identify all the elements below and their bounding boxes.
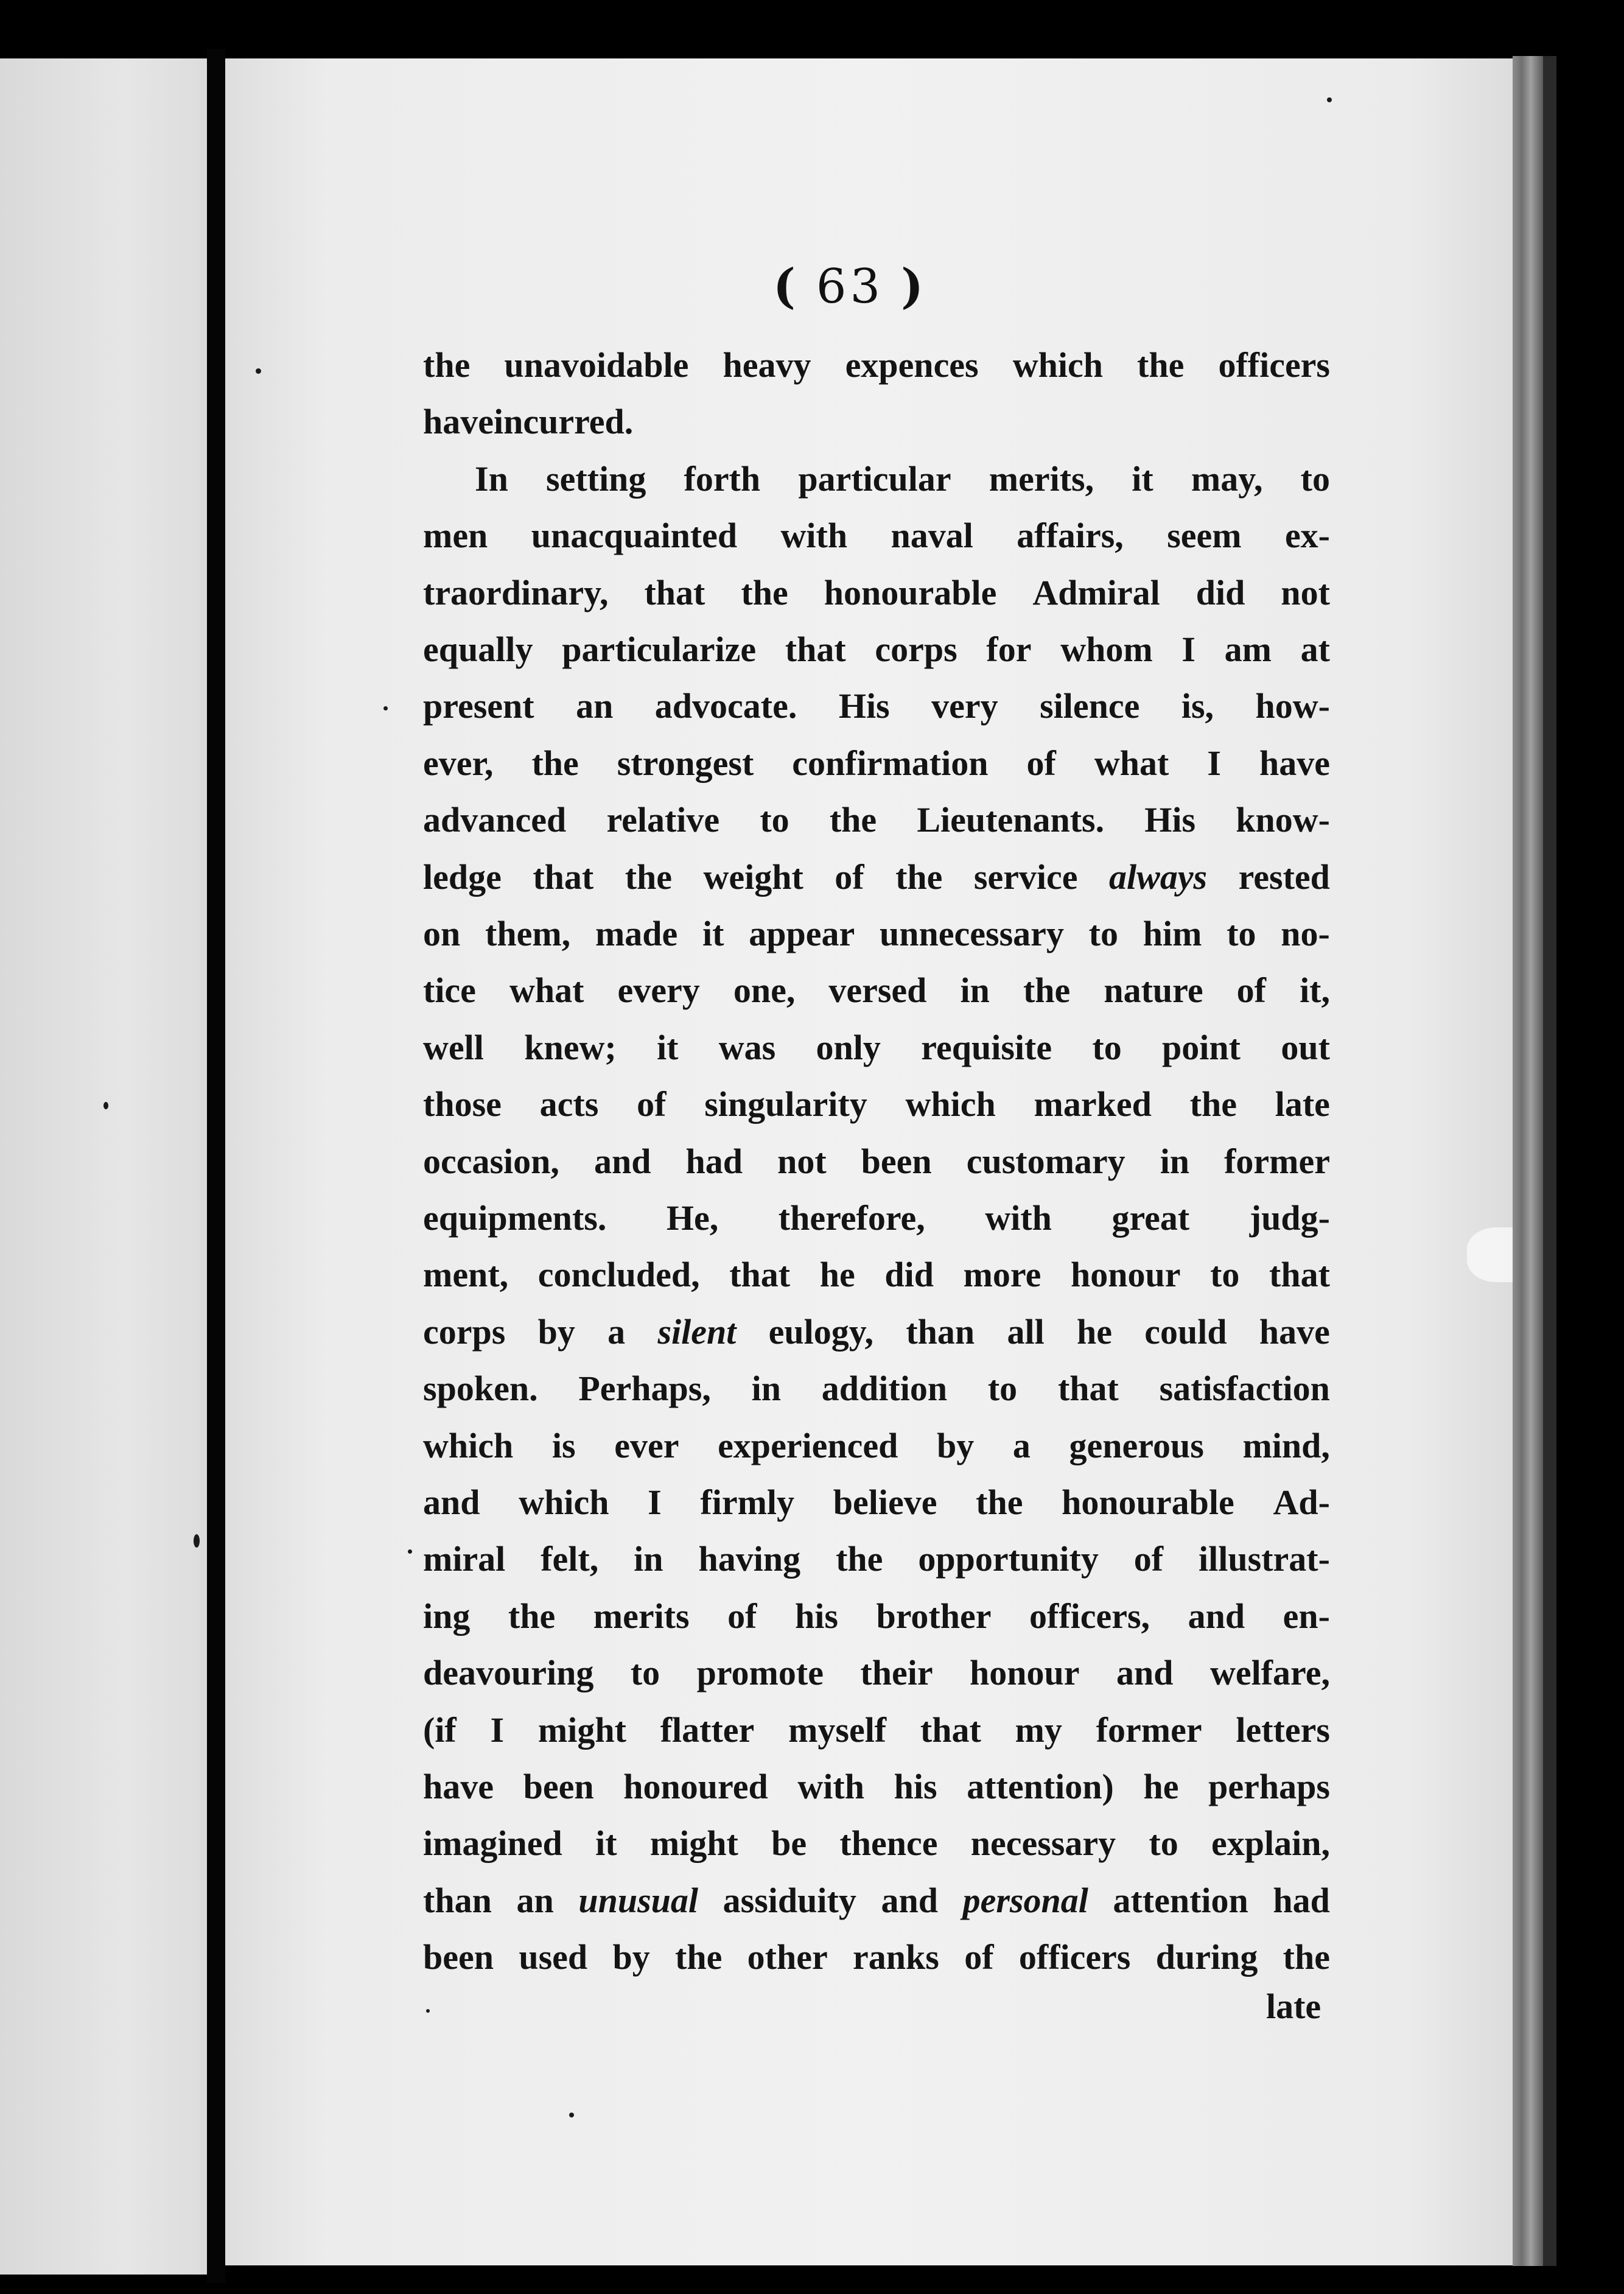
text-line [423,1305,1330,1359]
text-word: them, [485,914,571,953]
text-word: to [630,1653,660,1692]
text-word: with [780,516,848,555]
text-word: unnecessary [880,914,1064,953]
text-word: could [1144,1312,1227,1352]
ink-speck [383,706,388,710]
text-word: myself [788,1710,887,1750]
text-word: of [1236,970,1266,1010]
text-word: great [1111,1198,1190,1238]
text-word: setting [546,459,646,499]
text-word: (if [423,1710,457,1750]
book-gutter [207,49,225,2283]
text-word: to [760,800,789,840]
page-number-open-paren: ( [773,259,799,314]
page-number [773,259,927,314]
text-word: traordinary, [423,573,609,612]
text-word: it [656,1028,679,1067]
text-word: unacquainted [531,516,738,555]
text-word: experienced [718,1426,898,1465]
text-word: weight [703,857,803,897]
text-line [423,1589,1330,1644]
text-word: on [423,914,461,953]
text-word: felt, [541,1539,599,1579]
text-word: former [1224,1142,1330,1181]
text-word: and [1116,1653,1174,1692]
text-word: unusual [578,1881,699,1920]
text-word: that [1057,1369,1119,1408]
text-word: how- [1255,686,1330,726]
text-word: appear [749,914,855,953]
text-word: is, [1181,686,1214,726]
text-word: and [881,1881,938,1920]
text-word: had [685,1142,743,1181]
text-word: not [1281,573,1330,612]
text-word: that [785,630,846,669]
text-word: concluded, [537,1255,700,1294]
text-word: of [727,1596,757,1636]
text-line [423,1020,1330,1075]
text-word: his [794,1596,838,1636]
text-word: eulogy, [768,1312,874,1352]
text-word: by [937,1426,975,1465]
text-word: deavouring [423,1653,594,1692]
text-word: tice [423,970,476,1010]
text-line [423,1191,1330,1246]
text-word: satisfaction [1159,1369,1330,1408]
text-word: letters [1236,1710,1330,1750]
text-word: of [1026,743,1056,783]
text-word: Lieutenants. [917,800,1105,840]
ink-speck [1327,97,1332,102]
text-word: assiduity [723,1881,856,1920]
text-word: generous [1069,1426,1204,1465]
text-line [423,1475,1330,1530]
text-word: officers, [1029,1596,1150,1636]
text-word: only [816,1028,881,1067]
text-word: firmly [700,1482,795,1522]
text-word: He, [666,1198,719,1238]
text-word: of [835,857,864,897]
text-word: addition [821,1369,948,1408]
text-line [423,850,1330,905]
text-word: am [1224,630,1272,669]
text-word: ever [614,1426,679,1465]
text-word: of [964,1937,994,1977]
text-word: my [1015,1710,1062,1750]
text-line [423,1759,1330,1814]
text-line [423,1646,1330,1700]
text-word: unavoidable [504,345,689,385]
text-word: those [423,1084,502,1124]
text-word: equipments. [423,1198,607,1238]
text-line [423,1361,1330,1416]
text-word: honourable [1062,1482,1234,1522]
text-word: point [1162,1028,1241,1067]
text-word: no- [1281,914,1330,953]
text-word: a [607,1312,626,1352]
text-line [423,1816,1330,1871]
text-word: him [1143,914,1202,953]
text-word: advanced [423,800,567,840]
text-word: had [1273,1881,1330,1920]
text-word: more [963,1255,1041,1294]
text-line [423,907,1330,961]
text-word: ex- [1284,516,1330,555]
text-word: men [423,516,488,555]
text-word: the [625,857,673,897]
text-word: always [1109,857,1208,897]
text-word: versed [828,970,927,1010]
text-word: an [576,686,614,726]
text-word: that [920,1710,981,1750]
text-line [423,338,1330,393]
text-word: the [423,345,471,385]
text-line [423,566,1330,620]
text-word: customary [966,1142,1125,1181]
text-word: therefore, [778,1198,925,1238]
page-number-value: 63 [816,259,884,314]
text-word: advocate. [654,686,797,726]
text-word: incurred. [494,402,634,441]
text-word: I [490,1710,505,1750]
text-word: by [612,1937,650,1977]
text-word: ledge [423,857,502,897]
text-line [423,1873,1330,1928]
text-word: the [1023,970,1071,1010]
text-word: present [423,686,534,726]
text-word: Ad- [1273,1482,1330,1522]
text-word: the [895,857,943,897]
text-word: corps [875,630,957,669]
text-word: his [894,1767,937,1806]
text-word: might [537,1710,626,1750]
text-line [423,736,1330,791]
text-word: whom [1060,630,1153,669]
text-word: every [617,970,700,1010]
text-word: the [741,573,788,612]
text-word: occasion, [423,1142,559,1181]
text-word: did [1195,573,1245,612]
text-word: In [475,459,508,499]
text-word: their [860,1653,933,1692]
text-word: judg- [1249,1198,1330,1238]
text-word: His [1144,800,1196,840]
text-word: than [906,1312,975,1352]
text-line [423,395,633,449]
catchword: late [1266,1987,1321,2026]
text-word: and [593,1142,651,1181]
text-word: the [531,743,579,783]
text-word: know- [1236,800,1330,840]
text-word: welfare, [1209,1653,1330,1692]
ink-speck [426,2009,430,2013]
text-word: than [423,1881,492,1920]
text-word: nature [1104,970,1203,1010]
text-word: rested [1238,857,1330,897]
text-word: honour [1070,1255,1181,1294]
text-word: for [986,630,1032,669]
text-word: it [595,1823,617,1863]
text-word: particular [798,459,951,499]
text-word: it, [1300,970,1330,1010]
text-word: which [423,1426,514,1465]
page-number-close-paren: ) [901,259,928,314]
text-word: the [1283,1937,1330,1977]
text-word: other [747,1937,828,1977]
text-word: the [1137,345,1185,385]
text-word: made [595,914,678,953]
text-word: having [698,1539,801,1579]
text-word: the [976,1482,1023,1522]
text-word: be [771,1823,807,1863]
text-word: which [1012,345,1103,385]
text-word: former [1096,1710,1202,1750]
text-word: well [423,1028,484,1067]
text-word: the [836,1539,883,1579]
text-word: by [537,1312,575,1352]
text-word: thence [839,1823,938,1863]
text-word: that [533,857,594,897]
text-word: the [675,1937,723,1977]
text-word: particularize [562,630,757,669]
text-word: all [1007,1312,1045,1352]
text-word: to [1088,914,1118,953]
text-word: to [987,1369,1018,1408]
text-word: may, [1191,459,1263,499]
text-word: honourable [824,573,997,612]
text-word: I [1207,743,1221,783]
text-word: explain, [1211,1823,1330,1863]
text-word: personal [962,1881,1088,1920]
text-word: not [777,1142,827,1181]
ink-speck [569,2113,574,2117]
text-word: expences [845,345,979,385]
text-line [423,1247,1330,1302]
ink-speck [103,1102,108,1109]
text-word: he [1076,1312,1112,1352]
text-word: I [1181,630,1195,669]
text-word: silent [657,1312,737,1352]
text-word: which [905,1084,996,1124]
text-word: believe [833,1482,937,1522]
text-line [423,622,1330,677]
page-edge-dark [1543,56,1556,2266]
text-word: and [1188,1596,1245,1636]
text-line [423,1532,1330,1587]
text-word: to [1300,459,1330,499]
text-word: marked [1034,1084,1152,1124]
text-word: very [931,686,998,726]
text-word: Admiral [1032,573,1160,612]
text-word: was [718,1028,776,1067]
text-word: that [729,1255,791,1294]
text-word: an [516,1881,554,1920]
text-word: merits, [989,459,1094,499]
text-word: used [519,1937,588,1977]
text-word: been [861,1142,932,1181]
text-word: have [423,402,494,441]
text-word: ranks [853,1937,939,1977]
text-line [423,1930,1330,1985]
text-word: one, [733,970,796,1010]
text-line [423,793,1330,847]
text-word: I [648,1482,662,1522]
text-word: been [523,1767,594,1806]
text-word: have [423,1767,494,1806]
text-word: to [1092,1028,1122,1067]
text-word: the [1189,1084,1237,1124]
text-word: and [423,1482,480,1522]
text-word: to [1149,1823,1178,1863]
text-word: requisite [921,1028,1052,1067]
text-word: in [1160,1142,1190,1181]
text-word: promote [696,1653,824,1692]
text-line [423,1419,1330,1473]
ink-speck [408,1549,412,1554]
text-word: it [702,914,724,953]
text-line [423,1134,1330,1189]
text-word: affairs, [1017,516,1124,555]
text-word: mind, [1242,1426,1330,1465]
text-word: His [838,686,890,726]
text-word: might [649,1823,738,1863]
ink-speck [194,1534,200,1548]
text-word: attention [1113,1881,1248,1920]
text-word: with [797,1767,864,1806]
text-word: miral [423,1539,506,1579]
left-page-blank [0,58,207,2275]
text-word: perhaps [1208,1767,1330,1806]
text-word: it [1132,459,1153,499]
text-word: to [1210,1255,1240,1294]
text-word: ment, [423,1255,509,1294]
text-word: Perhaps, [578,1369,711,1408]
text-word: that [1269,1255,1330,1294]
text-word: illustrat- [1199,1539,1330,1579]
text-word: heavy [723,345,811,385]
text-word: of [637,1084,667,1124]
text-word: have [1259,743,1330,783]
text-word: which [519,1482,609,1522]
text-word: officers [1018,1937,1131,1977]
text-word: opportunity [918,1539,1099,1579]
text-line [475,452,1330,507]
text-word: attention) [967,1767,1114,1806]
ink-speck [256,368,261,374]
text-word: that [644,573,705,612]
text-line [423,679,1330,734]
text-word: brother [876,1596,992,1636]
text-word: the [508,1596,556,1636]
text-word: seem [1167,516,1242,555]
text-word: in [634,1539,663,1579]
text-word: in [751,1369,781,1408]
text-word: necessary [970,1823,1116,1863]
text-word: of [1133,1539,1164,1579]
text-word: to [1227,914,1256,953]
text-word: singularity [704,1084,867,1124]
text-line [423,1077,1330,1132]
text-word: is [551,1426,576,1465]
text-word: equally [423,630,533,669]
text-word: with [985,1198,1052,1238]
text-word: been [423,1937,494,1977]
text-word: silence [1040,686,1140,726]
text-word: a [1012,1426,1031,1465]
text-word: at [1300,630,1330,669]
text-word: en- [1283,1596,1330,1636]
text-word: confirmation [792,743,989,783]
text-word: merits [593,1596,690,1636]
text-word: he [819,1255,855,1294]
text-word: relative [606,800,720,840]
text-word: ing [423,1596,471,1636]
text-word: what [509,970,584,1010]
text-word: honour [970,1653,1080,1692]
text-word: service [973,857,1078,897]
text-word: honoured [623,1767,768,1806]
page-edge-shadow [1513,56,1543,2266]
text-word: flatter [660,1710,755,1750]
text-word: what [1094,743,1169,783]
text-word: during [1155,1937,1258,1977]
text-line [423,508,1330,563]
text-word: out [1281,1028,1330,1067]
text-word: corps [423,1312,506,1352]
text-word: he [1143,1767,1179,1806]
text-line [423,1703,1330,1758]
text-word: strongest [617,743,754,783]
text-word: acts [539,1084,599,1124]
text-word: spoken. [423,1369,538,1408]
text-word: officers [1218,345,1330,385]
text-word: have [1259,1312,1330,1352]
text-word: imagined [423,1823,562,1863]
text-word: late [1275,1084,1330,1124]
text-word: the [829,800,877,840]
text-word: ever, [423,743,494,783]
text-word: naval [891,516,973,555]
text-word: forth [684,459,761,499]
text-line [423,963,1330,1018]
text-word: knew; [524,1028,617,1067]
text-word: did [884,1255,934,1294]
text-word: in [960,970,990,1010]
